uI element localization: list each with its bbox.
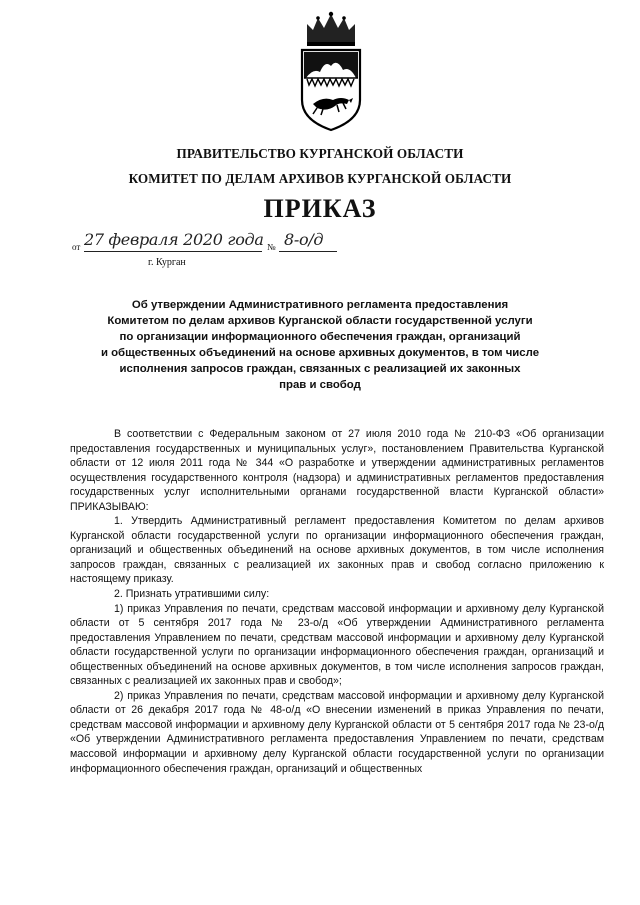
preamble-paragraph: В соответствии с Федеральным законом от 27 июля 2010 года № 210-ФЗ «Об организации предоставления государственных и муниципальных услуг», постановлением Правительства Курганской области от 12 июля 2011 года № 344 «О разработке и утверждении административных регламентов осуществления государственного контроля (надзора) и административных регламентов предоставления государственных услуг исполнительными органами государственной власти Курганской области» ПРИКАЗЫВАЮ: <box>70 428 604 513</box>
number-prefix: № <box>267 242 276 252</box>
clause-2-2-paragraph: 2) приказ Управления по печати, средствам массовой информации и архивному делу Курганской области от 26 декабря 2017 года № 48-о/д «О внесении изменений в приказ Управления по печати, средствам массовой информации и архивному делу Курганской области от 5 сентября 2017 года № 23-о/д «Об утверждении Административного регламента предоставления Управлением по печати, средствам массовой информации и архивному делу Курганской области государственной услуги по организации информационного обеспечения граждан, организаций и общественных <box>70 689 604 775</box>
handwritten-number: 8-о/д <box>284 230 324 249</box>
committee-title: КОМИТЕТ ПО ДЕЛАМ АРХИВОВ КУРГАНСКОЙ ОБЛАСТИ <box>128 171 512 186</box>
order-heading <box>60 297 580 393</box>
date-prefix: от <box>72 242 81 252</box>
heading-line: Об утверждении Административного регламента предоставления <box>131 299 509 311</box>
clause-2-1-paragraph: 1) приказ Управления по печати, средствам массовой информации и архивному делу Курганской области от 5 сентября 2017 года № 23-о/д «Об утверждении Административного регламента предоставления Управлением по печати, средствам массовой информации и архивному делу Курганской области государственной услуги по организации информационного обеспечения граждан, организаций и общественных объединений на основе архивных документов, в том числе исполнения запросов граждан, связанных с реализацией их законных прав и свобод»; <box>70 602 604 688</box>
heading-line: исполнения запросов граждан, связанных с реализацией их законных <box>119 363 521 375</box>
heading-line: и общественных объединений на основе архивных документов, в том числе <box>100 347 540 359</box>
clause-1-paragraph: 1. Утвердить Административный регламент предоставления Комитетом по делам архивов Курганской области государственной услуги по организации информационного обеспечения граждан, организаций и общественных объединений на основе архивных документов, в том числе исполнения запросов граждан, связанных с реализацией их законных прав и свобод согласно приложению к настоящему приказу. <box>70 515 604 586</box>
heading-line: прав и свобод <box>279 379 361 391</box>
government-title: ПРАВИТЕЛЬСТВО КУРГАНСКОЙ ОБЛАСТИ <box>176 146 464 161</box>
heading-line: по организации информационного обеспечения граждан, организаций <box>119 331 521 343</box>
document-type: ПРИКАЗ <box>263 194 377 223</box>
handwritten-date: 27 февраля 2020 года <box>84 230 264 249</box>
heading-line: Комитетом по делам архивов Курганской области государственной услуги <box>107 315 533 327</box>
order-body <box>70 427 604 776</box>
clause-2-paragraph: 2. Признать утратившими силу: <box>114 588 270 601</box>
date-number-line <box>72 230 372 258</box>
number-underline <box>279 251 337 252</box>
coat-of-arms-icon <box>293 8 369 133</box>
city-label: г. Курган <box>148 257 186 268</box>
date-underline <box>84 251 262 252</box>
